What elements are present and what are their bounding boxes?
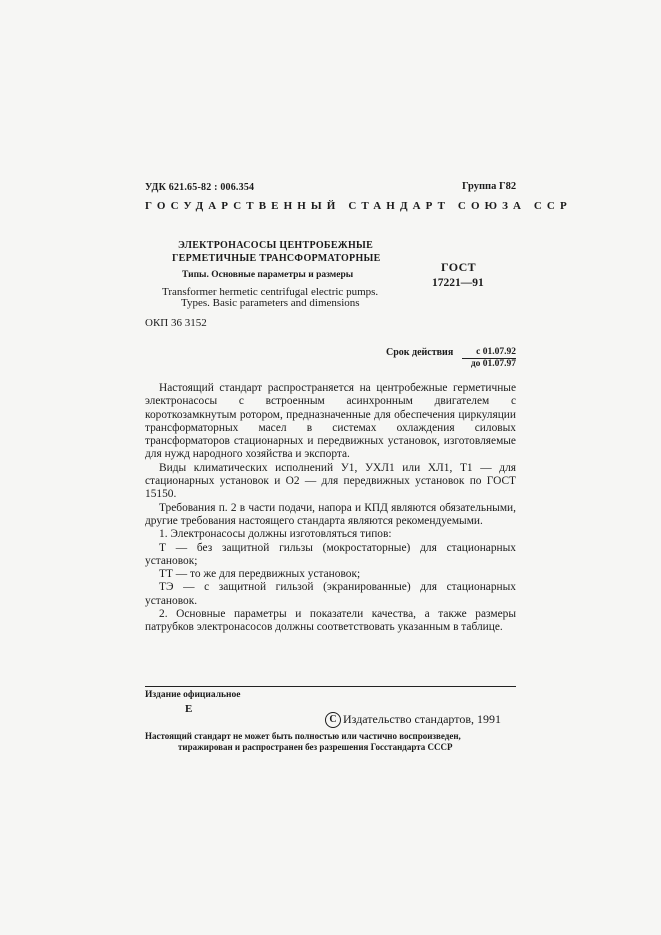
paragraph-type-tt: ТТ — то же для передвижных установок; (159, 568, 361, 581)
english-title-line-2: Types. Basic parameters and dimensions (181, 297, 360, 309)
paragraph-type-te: ТЭ — с защитной гильзой (экранированные) для стационарных установок. (145, 581, 516, 607)
gost-label: ГОСТ (441, 260, 477, 274)
reproduction-notice-line-1: Настоящий стандарт не может быть полностью или частично воспроизведен, (145, 731, 461, 741)
body-text (145, 382, 516, 635)
title-line-1: ЭЛЕКТРОНАСОСЫ ЦЕНТРОБЕЖНЫЕ (178, 240, 374, 251)
paragraph-parameters: 2. Основные параметры и показатели качества, а также размеры патрубков электронасосов должны соответствовать указанным в таблице. (145, 608, 516, 634)
title-line-2: ГЕРМЕТИЧНЫЕ ТРАНСФОРМАТОРНЫЕ (172, 253, 381, 264)
paragraph-requirements: Требования п. 2 в части подачи, напора и КПД являются обязательными, другие требования настоящего стандарта являются рекомендуемыми. (145, 501, 516, 527)
paragraph-type-t: Т — без защитной гильзы (мокростаторные) для стационарных установок; (145, 541, 516, 567)
subtitle: Типы. Основные параметры и размеры (182, 270, 354, 280)
gost-number: 17221—91 (432, 277, 484, 289)
copyright-icon: C (325, 712, 341, 728)
state-standard-heading: ГОСУДАРСТВЕННЫЙ СТАНДАРТ СОЮЗА ССР (145, 200, 572, 212)
footer-divider (145, 686, 516, 687)
paragraph-climate: Виды климатических исполнений У1, УХЛ1 или ХЛ1, Т1 — для стационарных установок и О2 — для передвижных установок по ГОСТ 15150. (145, 461, 516, 501)
official-edition: Издание официальное (145, 690, 241, 700)
validity-from: с 01.07.92 (462, 347, 516, 359)
validity-label: Срок действия (386, 347, 454, 358)
udk-code: УДК 621.65-82 : 006.354 (145, 182, 255, 193)
paragraph-scope: Настоящий стандарт распространяется на центробежные герметичные электронасосы с встроенным асинхронным двигателем с короткозамкнутым ротором, предназначенные для обеспечения циркуляции трансформаторных масел в системах охлаждения силовых трансформаторов стационарных и передвижных установок, изготовляемые для нужд народного хозяйства и экспорта. (145, 382, 516, 461)
paragraph-types-intro: 1. Электронасосы должны изготовляться типов: (159, 528, 392, 541)
okp-code: ОКП 36 3152 (145, 317, 207, 329)
validity-to: до 01.07.97 (470, 359, 516, 369)
edition-letter: Е (185, 703, 193, 715)
reproduction-notice-line-2: тиражирован и распространен без разрешения Госстандарта СССР (178, 742, 453, 752)
copyright-text: Издательство стандартов, 1991 (343, 712, 501, 726)
group-code: Группа Г82 (462, 181, 517, 192)
english-title-line-1: Transformer hermetic centrifugal electric pumps. (162, 286, 379, 298)
